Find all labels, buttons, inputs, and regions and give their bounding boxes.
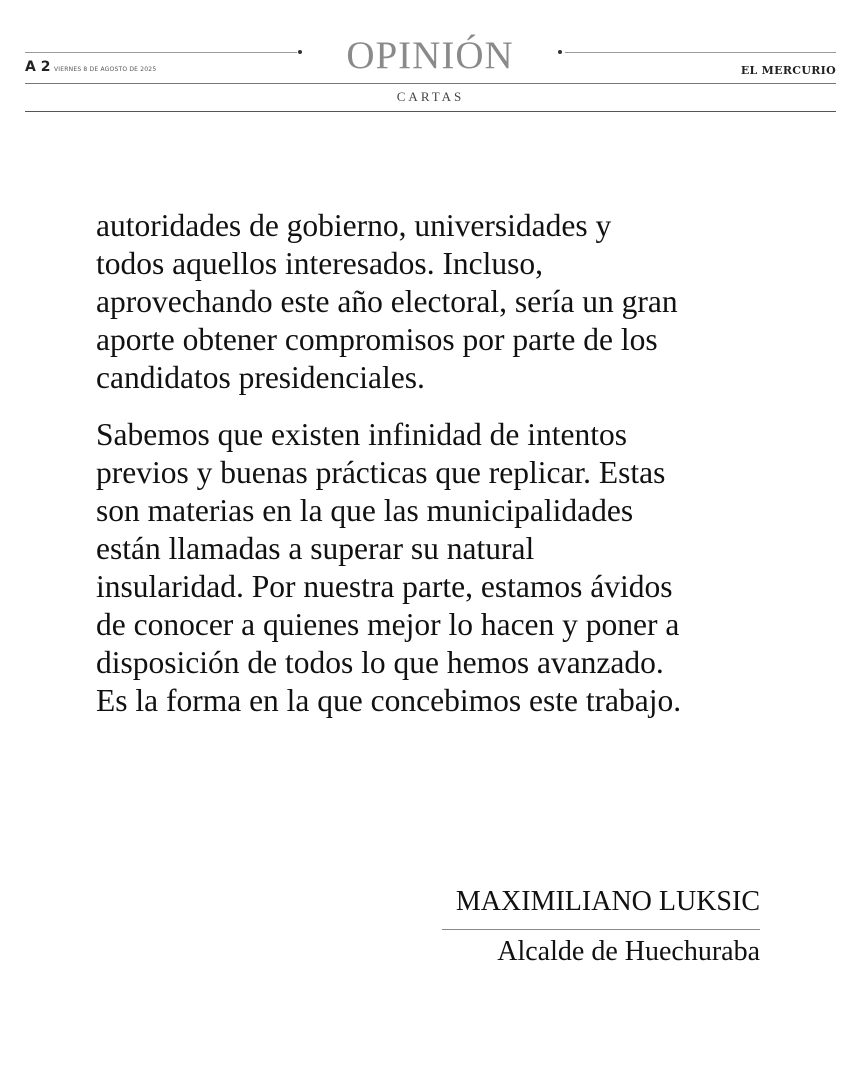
letter-body xyxy=(96,207,786,739)
masthead-divider xyxy=(25,83,836,84)
newspaper-name: EL MERCURIO xyxy=(740,64,836,77)
masthead-dot-right xyxy=(558,50,562,54)
author-title: Alcalde de Huechuraba xyxy=(497,936,760,967)
masthead-dot-left xyxy=(298,50,302,54)
masthead xyxy=(25,32,836,122)
masthead-rule-right xyxy=(565,52,836,53)
letter-paragraph: Sabemos que existen infinidad de intentos previos y buenas prácticas que replicar. Estas son materias en la que las municipalidades están llamadas a superar su natural insularidad. Por nuestra parte, estamos ávidos de conocer a quienes mejor lo hacen y poner a disposición de todos lo que hemos avanzado. Es la forma en la que concebimos este trabajo. xyxy=(96,417,682,718)
masthead-rule-left xyxy=(25,52,297,53)
signature-rule xyxy=(442,929,760,930)
letter-paragraph: autoridades de gobierno, universidades y todos aquellos interesados. Incluso, aprovechando este año electoral, sería un gran aporte obtener compromisos por parte de los candidatos presidenciales. xyxy=(96,208,678,395)
page-date: VIERNES 8 DE AGOSTO DE 2025 xyxy=(54,66,157,73)
subsection-title: CARTAS xyxy=(396,89,465,104)
masthead-bottom-rule xyxy=(25,111,836,112)
author-name: MAXIMILIANO LUKSIC xyxy=(455,886,760,917)
section-title: OPINIÓN xyxy=(346,34,514,77)
signature-block xyxy=(442,884,760,970)
page-number: A 2 xyxy=(25,59,51,75)
